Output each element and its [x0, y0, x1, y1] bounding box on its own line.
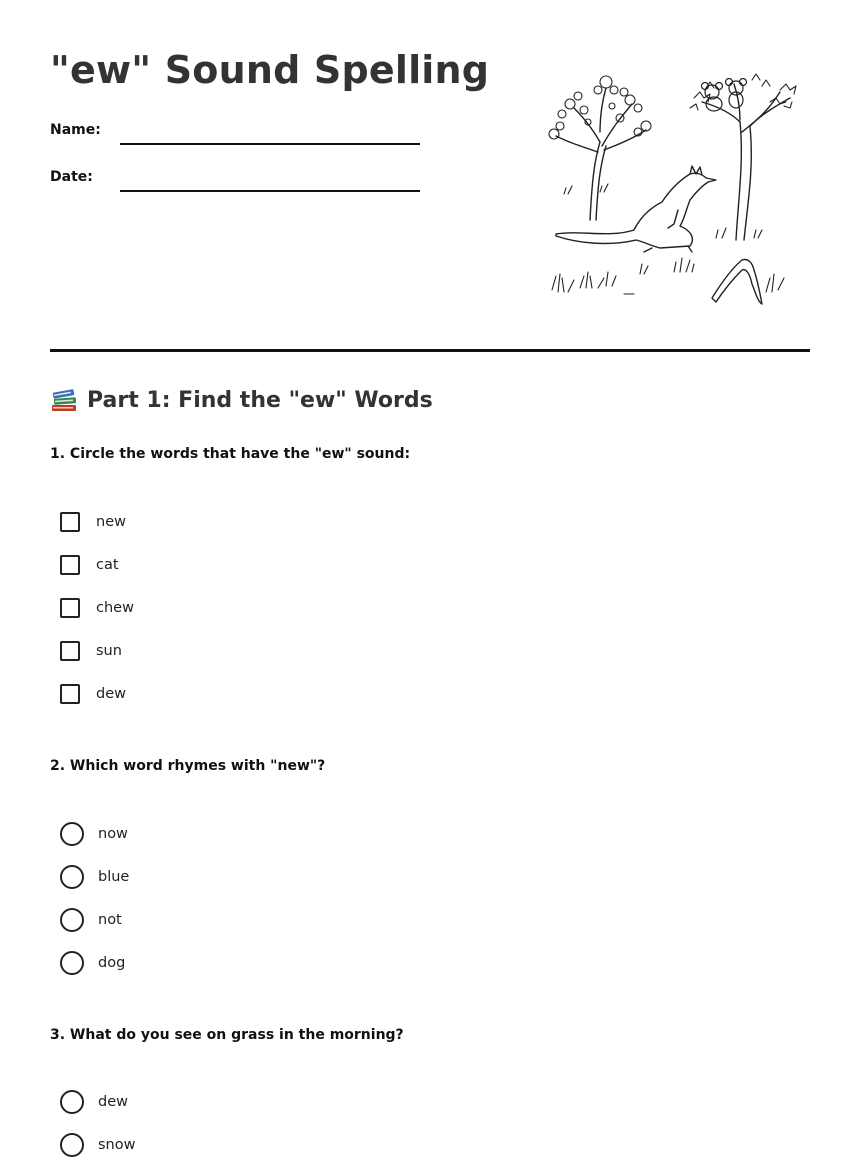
option-label: sun: [96, 643, 122, 659]
section-divider: [50, 349, 810, 352]
q1-option-sun[interactable]: [60, 638, 122, 664]
q2-option-blue[interactable]: [60, 864, 129, 890]
radio-button[interactable]: [60, 908, 84, 932]
q1-option-dew[interactable]: [60, 681, 126, 707]
part-1-title-text: Part 1: Find the "ew" Words: [87, 387, 433, 413]
books-icon: [50, 387, 78, 413]
radio-button[interactable]: [60, 1090, 84, 1114]
q1-option-chew[interactable]: [60, 595, 134, 621]
option-label: dog: [98, 955, 126, 971]
q1-option-new[interactable]: [60, 509, 126, 535]
option-label: dew: [98, 1094, 128, 1110]
option-label: chew: [96, 600, 134, 616]
radio-button[interactable]: [60, 865, 84, 889]
part-1-title: [50, 387, 433, 413]
option-label: new: [96, 514, 126, 530]
q2-option-now[interactable]: [60, 821, 128, 847]
option-label: blue: [98, 869, 130, 885]
name-field[interactable]: [120, 143, 420, 145]
q3-option-dew[interactable]: [60, 1089, 128, 1115]
option-label: now: [98, 826, 128, 842]
q2-option-not[interactable]: [60, 907, 122, 933]
option-label: snow: [98, 1137, 136, 1153]
page-title: "ew" Sound Spelling: [50, 48, 490, 92]
q1-option-cat[interactable]: [60, 552, 119, 578]
radio-button[interactable]: [60, 1133, 84, 1157]
question-2: 2. Which word rhymes with "new"?: [50, 758, 326, 774]
radio-button[interactable]: [60, 822, 84, 846]
checkbox[interactable]: [60, 684, 80, 704]
checkbox[interactable]: [60, 512, 80, 532]
date-field[interactable]: [120, 190, 420, 192]
option-label: not: [98, 912, 122, 928]
option-label: dew: [96, 686, 126, 702]
name-label: Name:: [50, 122, 101, 138]
option-label: cat: [96, 557, 119, 573]
question-3: 3. What do you see on grass in the morning?: [50, 1027, 404, 1043]
q3-option-snow[interactable]: [60, 1132, 135, 1158]
checkbox[interactable]: [60, 641, 80, 661]
checkbox[interactable]: [60, 555, 80, 575]
date-label: Date:: [50, 169, 93, 185]
checkbox[interactable]: [60, 598, 80, 618]
q2-option-dog[interactable]: [60, 950, 125, 976]
kangaroo-koala-trees-illustration: [540, 62, 810, 314]
radio-button[interactable]: [60, 951, 84, 975]
question-1: 1. Circle the words that have the "ew" sound:: [50, 446, 411, 462]
